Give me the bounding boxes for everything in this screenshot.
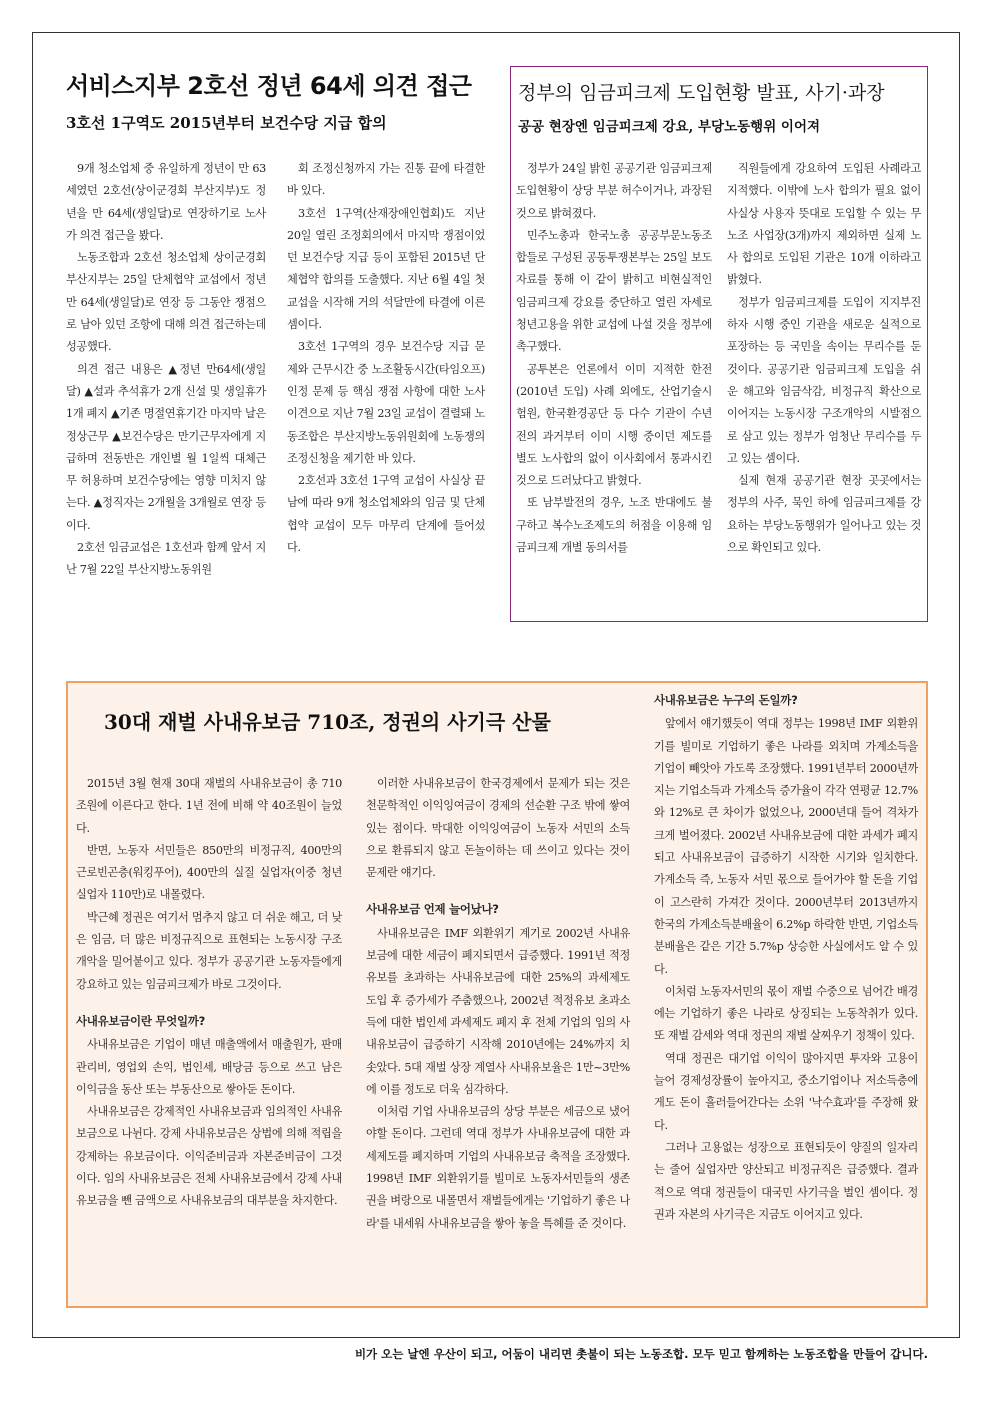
paragraph: 2호선 임금교섭은 1호선과 함께 앞서 지난 7월 22일 부산지방노동위원: [66, 541, 266, 577]
paragraph: 3호선 1구역의 경우 보건수당 지급 문제와 근무시간 중 노조활동시간(타임오프) 인정 문제 등 핵심 쟁점 사항에 대한 노사 이견으로 지난 7월 23일 교섭이 결렬돼 노동조합은 부산지방노동위원회에 노동쟁의 조정신청을 제기한 바 있다.: [287, 340, 485, 465]
paragraph: 역대 정권은 대기업 이익이 많아지면 투자와 고용이 늘어 경제성장률이 높아지고, 중소기업이나 저소득층에게도 돈이 흘러들어간다는 소위 '낙수효과'를 주장해 왔다.: [654, 1051, 918, 1132]
footer-slogan: 비가 오는 날엔 우산이 되고, 어둠이 내리면 촛불이 되는 노동조합. 모두 믿고 함께하는 노동조합을 만들어 갑니다.: [354, 1347, 928, 1361]
section-subheading: 사내유보금 언제 늘어났나?: [366, 902, 499, 917]
paragraph: 정부가 24일 밝힌 공공기관 임금피크제 도입현황이 상당 부분 허수이거나, 과장된 것으로 밝혀졌다.: [516, 162, 712, 220]
paragraph: 실제 현재 공공기관 현장 곳곳에서는 정부의 사주, 묵인 하에 임금피크제를 강요하는 부당노동행위가 일어나고 있는 것으로 확인되고 있다.: [727, 474, 921, 555]
paragraph: 9개 청소업체 중 유일하게 정년이 만 63세였던 2호선(상이군경회 부산지부)도 정년을 만 64세(생일달)로 연장하기로 노사가 의견 접근을 봤다.: [66, 162, 266, 242]
article1-subhead: 3호선 1구역도 2015년부터 보건수당 지급 합의: [66, 114, 387, 132]
paragraph: 2015년 3월 현재 30대 재벌의 사내유보금이 총 710조원에 이른다고 한다. 1년 전에 비해 약 40조원이 늘었다.: [76, 777, 342, 835]
paragraph: 2호선과 3호선 1구역 교섭이 사실상 끝남에 따라 9개 청소업체와의 임금 및 단체협약 교섭이 모두 마무리 단계에 들어섰다.: [287, 474, 485, 555]
article2-subhead: 공공 현장엔 임금피크제 강요, 부당노동행위 이어져: [518, 119, 821, 135]
paragraph: 공투본은 언론에서 이미 지적한 한전(2010년 도입) 사례 외에도, 산업기술시험원, 한국환경공단 등 다수 기관이 수년전의 과거부터 이미 시행 중이던 제도를 별도 노사합의 없이 이사회에서 통과시킨 것으로 드러났다고 밝혔다.: [516, 362, 712, 488]
paragraph: 이러한 사내유보금이 한국경제에서 문제가 되는 것은 천문학적인 이익잉여금이 경제의 선순환 구조 밖에 쌓여 있는 점이다. 막대한 이익잉여금이 노동자 서민의 소득으로 환류되지 않고 돈놀이하는 데 쓰이고 있다는 것이 문제란 얘기다.: [366, 777, 630, 880]
article3-column-3: [654, 689, 918, 1226]
paragraph: 의견 접근 내용은 ▲정년 만64세(생일달) ▲설과 추석휴가 2개 신설 및 생일휴가 1개 폐지 ▲기존 명절연휴기간 마지막 날은 정상근무 ▲보건수당은 만기근무자에게 지급하며 전동반은 개인별 월 1일씩 대체근무 허용하며 보건수당에는 영향 미치지 않는다. ▲정직자는 2개월을 3개월로 연장 등이다.: [66, 362, 266, 532]
article2-column-2: [727, 158, 921, 559]
article1-column-1: [66, 158, 266, 582]
paragraph: 이처럼 노동자서민의 몫이 재벌 수중으로 넘어간 배경에는 기업하기 좋은 나라로 상징되는 노동착취가 있다. 또 재벌 감세와 역대 정권의 재벌 살찌우기 정책이 있다.: [654, 984, 918, 1043]
paragraph: 직원들에게 강요하여 도입된 사례라고 지적했다. 이밖에 노사 합의가 필요 없이 사실상 사용자 뜻대로 도입할 수 있는 무노조 사업장(3개)까지 제외하면 실제 노사 합의로 도입된 기관은 10개 이하라고 밝혔다.: [727, 162, 921, 287]
article3-headline: 30대 재벌 사내유보금 710조, 정권의 사기극 산물: [104, 710, 551, 734]
paragraph: 이처럼 기업 사내유보금의 상당 부분은 세금으로 냈어야할 돈이다. 그런데 역대 정부가 사내유보금에 대한 과세제도를 폐지하며 기업의 사내유보금 축적을 조장했다. 1998년 IMF 외환위기를 빌미로 노동자서민들의 생존권을 벼랑으로 내몰면서 재벌들에게는 '기업하기 좋은 나라'를 내세워 사내유보금을 쌓아 놓을 특혜를 준 것이다.: [366, 1105, 630, 1230]
paragraph: 사내유보금은 IMF 외환위기 계기로 2002년 사내유보금에 대한 세금이 폐지되면서 급증했다. 1991년 적정유보를 초과하는 사내유보금에 대한 25%의 과세제도 도입 후 증가세가 주춤했으나, 2002년 적정유보 초과소득에 대한 법인세 과세제도 폐지 후 전체 기업의 임의 사내유보금이 급증하기 시작해 2010년에는 24%까지 치솟았다. 5대 재벌 상장 계열사 사내유보율은 1만~3만%에 이를 정도로 더욱 심각하다.: [366, 926, 630, 1096]
paragraph: 앞에서 얘기했듯이 역대 정부는 1998년 IMF 외환위기를 빌미로 기업하기 좋은 나라를 외치며 가계소득을 기업이 빼앗아 가도록 조장했다. 1991년부터 2000년까지는 기업소득과 가계소득 증가율이 각각 연평균 12.7%와 12%로 큰 차이가 없었으나, 2000년대 들어 격차가 크게 벌어졌다. 2002년 사내유보금에 대한 과세가 폐지되고 사내유보금이 급증하기 시작한 시기와 일치한다. 가계소득 즉, 노동자 서민 몫으로 들어가야 할 돈을 기업이 고스란히 가져간 것이다. 2000년부터 2013년까지 한국의 가계소득분배율이 6.2%p 하락한 반면, 기업소득분배율은 같은 기간 5.7%p 상승한 사실에서도 알 수 있다.: [654, 717, 918, 976]
section-subheading: 사내유보금이란 무엇일까?: [76, 1013, 205, 1028]
paragraph: 그러나 고용없는 성장으로 표현되듯이 양질의 일자리는 줄어 실업자만 양산되고 비정규직은 급증했다. 결과적으로 역대 정권들이 대국민 사기극을 벌인 셈이다. 정권과 자본의 사기극은 지금도 이어지고 있다.: [654, 1140, 918, 1221]
paragraph: 사내유보금은 기업이 매년 매출액에서 매출원가, 판매관리비, 영업외 손익, 법인세, 배당금 등으로 쓰고 남은 이익금을 동산 또는 부동산으로 쌓아둔 돈이다.: [76, 1038, 342, 1096]
paragraph: 박근혜 정권은 여기서 멈추지 않고 더 쉬운 해고, 더 낮은 임금, 더 많은 비정규직으로 표현되는 노동시장 구조개악을 밀어붙이고 있다. 정부가 공공기관 노동자들에게 강요하고 있는 임금피크제가 바로 그것이다.: [76, 910, 342, 991]
article2-column-1: [516, 158, 712, 559]
article1-headline: 서비스지부 2호선 정년 64세 의견 접근: [66, 72, 472, 100]
paragraph: 정부가 임금피크제를 도입이 지지부진하자 시행 중인 기관을 새로운 실적으로 포장하는 등 국민을 속이는 무리수를 둔 것이다. 공공기관 임금피크제 도입을 쉬운 해고와 임금삭감, 비정규직 확산으로 이어지는 노동시장 구조개악의 시발점으로 삼고 있는 정부가 엄청난 무리수를 두고 있는 셈이다.: [727, 295, 921, 465]
article3-column-1: [76, 773, 342, 1213]
paragraph: 노동조합과 2호선 청소업체 상이군경회부산지부는 25일 단체협약 교섭에서 정년 만 64세(생일달)로 연장 등 그동안 쟁점으로 남아 있던 조항에 대해 의견 접근하는데 성공했다.: [66, 251, 266, 354]
paragraph: 또 남부발전의 경우, 노조 반대에도 불구하고 복수노조제도의 허점을 이용해 임금피크제 개별 동의서를: [516, 496, 712, 555]
article2-headline: 정부의 임금피크제 도입현황 발표, 사기·과장: [518, 82, 885, 104]
paragraph: 3호선 1구역(산재장애인협회)도 지난 20일 열린 조정회의에서 마지막 쟁점이었던 보건수당 지급 등이 포함된 2015년 단체협약 합의를 도출했다. 지난 6월 4일 첫 교섭을 시작해 거의 석달만에 타결에 이른 셈이다.: [287, 206, 485, 332]
section-subheading: 사내유보금은 누구의 돈일까?: [654, 693, 798, 707]
article1-column-2: [287, 158, 485, 559]
paragraph: 사내유보금은 강제적인 사내유보금과 임의적인 사내유보금으로 나뉜다. 강제 사내유보금은 상법에 의해 적립을 강제하는 유보금이다. 이익준비금과 자본준비금이 그것이다. 임의 사내유보금은 전체 사내유보금에서 강제 사내유보금을 뺀 금액으로 사내유보금의 대부분을 차지한다.: [76, 1105, 342, 1208]
paragraph: 민주노총과 한국노총 공공부문노동조합들로 구성된 공동투쟁본부는 25일 보도자료를 통해 이 같이 밝히고 비현실적인 임금피크제 강요를 중단하고 열린 자세로 청년고용을 위한 교섭에 나설 것을 정부에 촉구했다.: [516, 228, 712, 354]
paragraph: 회 조정신청까지 가는 진통 끝에 타결한 바 있다.: [287, 162, 485, 198]
article3-column-2: [366, 773, 630, 1235]
paragraph: 반면, 노동자 서민들은 850만의 비정규직, 400만의 근로빈곤층(워킹푸어), 400만의 실질 실업자(이중 청년실업자 110만)로 내몰렸다.: [76, 843, 342, 902]
